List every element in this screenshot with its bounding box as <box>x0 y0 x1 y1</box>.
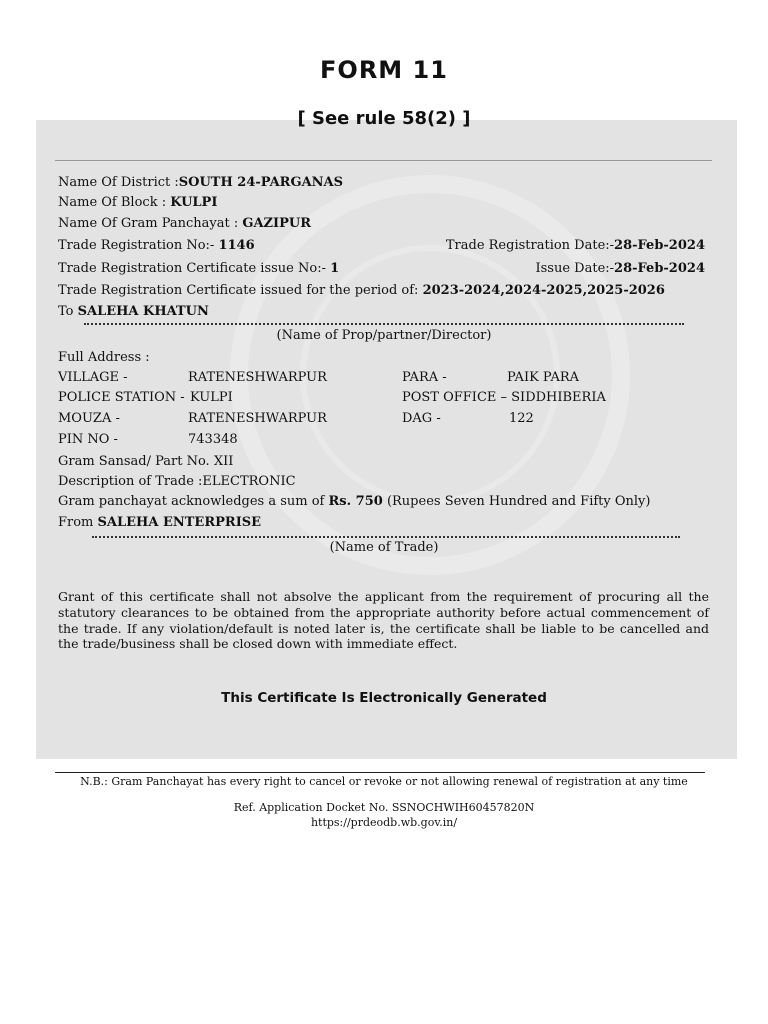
acknowledgement-prefix: Gram panchayat acknowledges a sum of <box>58 494 329 509</box>
mouza-label: MOUZA - <box>58 411 120 426</box>
from-row <box>58 515 261 530</box>
cert-issue-no-value: 1 <box>330 261 340 276</box>
pin-label: PIN NO - <box>58 432 118 447</box>
from-value: SALEHA ENTERPRISE <box>97 515 262 530</box>
issue-date-row <box>536 261 706 276</box>
gram-panchayat-row <box>58 216 311 231</box>
disclaimer-paragraph: Grant of this certificate shall not absolve the applicant from the requirement of procuring all the statutory clearances to be obtained from the appropriate authority before actual commencement of the trade. If any violation/default is noted later is, the certificate shall be liable to be cancelled and the trade/business shall be closed down with immediate effect. <box>58 589 709 652</box>
para-label: PARA - <box>402 370 447 385</box>
prop-caption: (Name of Prop/partner/Director) <box>276 328 492 343</box>
gram-panchayat-label: Name Of Gram Panchayat : <box>58 216 243 231</box>
docket-number: Ref. Application Docket No. SSNOCHWIH60457820N <box>233 801 535 814</box>
village-label: VILLAGE - <box>58 370 128 385</box>
to-label: To <box>58 304 78 319</box>
acknowledgement-amount: Rs. 750 <box>328 494 383 509</box>
from-label: From <box>58 515 98 530</box>
cert-issue-no-row <box>58 261 339 276</box>
block-value: KULPI <box>170 195 218 210</box>
prop-dotted-line <box>84 323 684 325</box>
form-title: FORM 11 <box>320 56 448 84</box>
police-station-label: POLICE STATION - <box>58 390 185 405</box>
district-row <box>58 175 343 190</box>
nb-note: N.B.: Gram Panchayat has every right to cancel or revoke or not allowing renewal of registration at any time <box>80 775 688 788</box>
rule-reference: [ See rule 58(2) ] <box>297 108 471 129</box>
trade-reg-no-row <box>58 238 255 253</box>
footer-divider <box>55 772 705 773</box>
mouza-value: RATENESHWARPUR <box>188 411 327 426</box>
district-value: SOUTH 24-PARGANAS <box>178 175 344 190</box>
electronic-note: This Certificate Is Electronically Generated <box>221 690 547 706</box>
block-row <box>58 195 217 210</box>
pin-value: 743348 <box>188 432 238 447</box>
trade-reg-date-value: 28-Feb-2024 <box>614 238 705 253</box>
acknowledgement-row <box>58 494 650 509</box>
trade-dotted-line <box>92 536 680 538</box>
full-address-label: Full Address : <box>58 350 150 365</box>
district-label: Name Of District : <box>58 175 179 190</box>
trade-reg-no-label: Trade Registration No:- <box>58 238 219 253</box>
gram-panchayat-value: GAZIPUR <box>242 216 312 231</box>
trade-description: Description of Trade :ELECTRONIC <box>58 474 296 489</box>
village-value: RATENESHWARPUR <box>188 370 327 385</box>
dag-label: DAG - <box>402 411 441 426</box>
post-office-label: POST OFFICE – SIDDHIBERIA <box>402 390 606 405</box>
police-station-value: KULPI <box>190 390 233 405</box>
to-value: SALEHA KHATUN <box>77 304 209 319</box>
trade-reg-date-label: Trade Registration Date:- <box>445 238 615 253</box>
block-label: Name Of Block : <box>58 195 171 210</box>
top-divider <box>55 160 712 161</box>
to-row <box>58 304 209 319</box>
period-value: 2023-2024,2024-2025,2025-2026 <box>422 283 665 298</box>
issue-date-value: 28-Feb-2024 <box>614 261 705 276</box>
period-row <box>58 283 665 298</box>
period-label: Trade Registration Certificate issued for the period of: <box>58 283 423 298</box>
trade-reg-date-row <box>446 238 705 253</box>
para-value: PAIK PARA <box>507 370 580 385</box>
cert-issue-no-label: Trade Registration Certificate issue No:- <box>58 261 331 276</box>
portal-url: https://prdeodb.wb.gov.in/ <box>310 816 458 829</box>
issue-date-label: Issue Date:- <box>535 261 615 276</box>
acknowledgement-words: (Rupees Seven Hundred and Fifty Only) <box>382 494 651 509</box>
dag-value: 122 <box>509 411 534 426</box>
trade-reg-no-value: 1146 <box>218 238 255 253</box>
gram-sansad: Gram Sansad/ Part No. XII <box>58 454 234 469</box>
trade-caption: (Name of Trade) <box>329 540 439 555</box>
